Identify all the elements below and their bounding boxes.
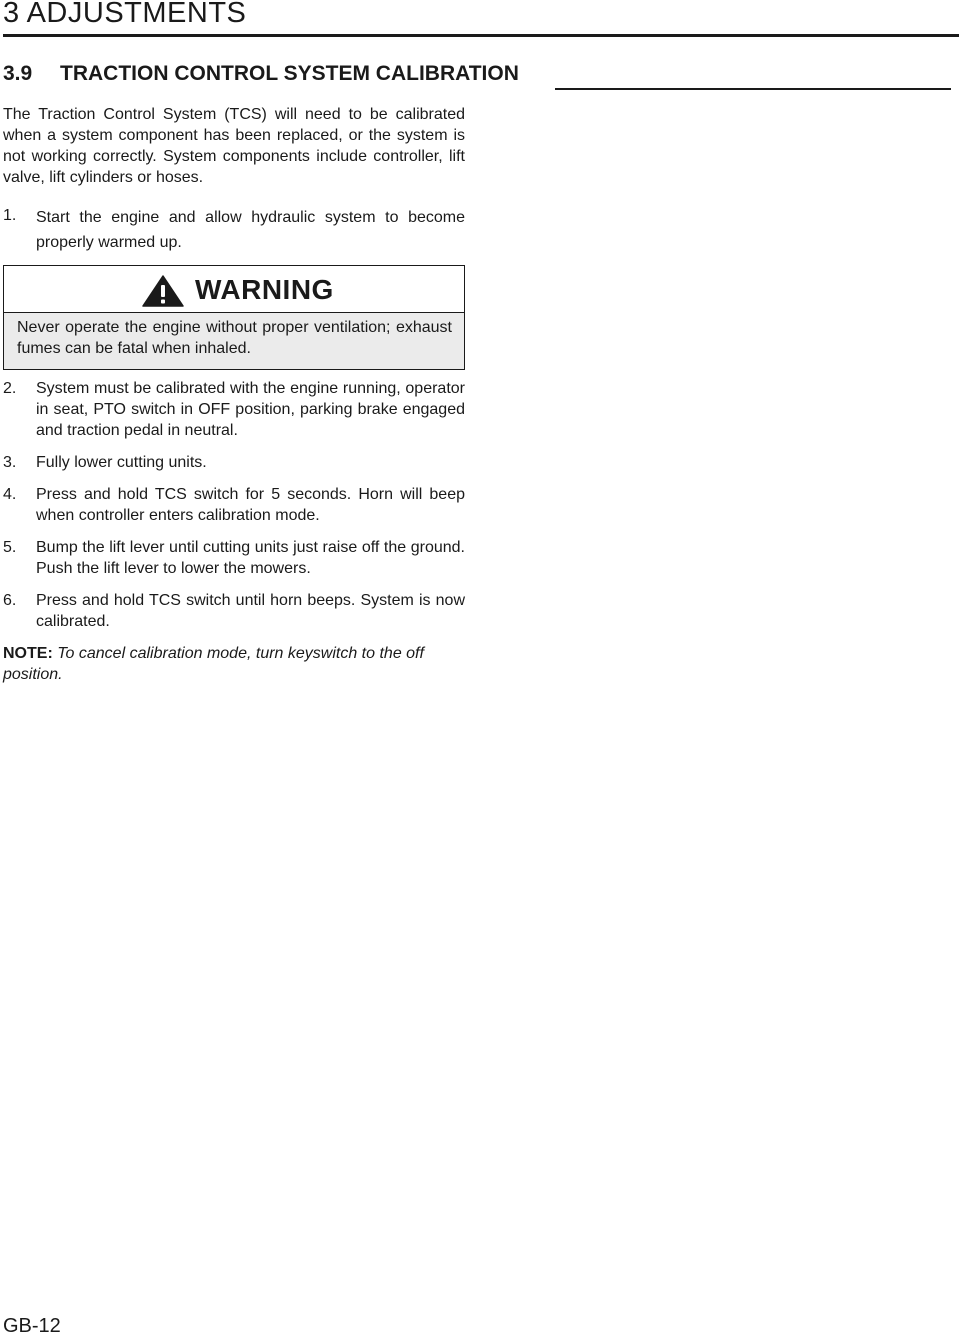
- step-text: Press and hold TCS switch until horn beeps. System is now calibrated.: [36, 592, 465, 630]
- section-number: 3.9: [3, 62, 33, 85]
- chapter-title: 3 ADJUSTMENTS: [3, 0, 247, 29]
- step-number: 5.: [3, 539, 17, 556]
- note-text: To cancel calibration mode, turn keyswitch to the off position.: [3, 645, 424, 683]
- page-number: GB-12: [3, 1315, 61, 1337]
- warning-header: [4, 266, 464, 313]
- step-text: Press and hold TCS switch for 5 seconds. Horn will beep when controller enters calibration mode.: [36, 486, 465, 524]
- step-text: Start the engine and allow hydraulic system to become properly warmed up.: [36, 209, 465, 251]
- section-title: TRACTION CONTROL SYSTEM CALIBRATION: [60, 62, 519, 85]
- section-rule: [555, 88, 951, 90]
- warning-text: Never operate the engine without proper ventilation; exhaust fumes can be fatal when inhaled.: [17, 319, 452, 357]
- warning-triangle-icon: [142, 275, 184, 307]
- note: [3, 643, 468, 685]
- step-text: Bump the lift lever until cutting units just raise off the ground. Push the lift lever to lower the mowers.: [36, 539, 465, 577]
- step-6: [3, 590, 465, 632]
- step-number: 1.: [3, 207, 17, 224]
- step-2: [3, 378, 465, 441]
- step-3: [3, 452, 465, 473]
- step-number: 2.: [3, 380, 17, 397]
- step-text: System must be calibrated with the engine running, operator in seat, PTO switch in OFF position, parking brake engaged and traction pedal in neutral.: [36, 380, 465, 439]
- warning-box: [3, 265, 465, 370]
- step-number: 4.: [3, 486, 17, 503]
- step-4: [3, 484, 465, 526]
- intro-paragraph: The Traction Control System (TCS) will need to be calibrated when a system component has been replaced, or the system is not working correctly. System components include controller, lift valve, lift cylinders or hoses.: [3, 106, 465, 186]
- step-1: [3, 205, 465, 255]
- warning-title: WARNING: [195, 274, 334, 305]
- step-number: 3.: [3, 454, 17, 471]
- step-text: Fully lower cutting units.: [36, 454, 207, 471]
- step-number: 6.: [3, 592, 17, 609]
- chapter-header: [3, 0, 959, 37]
- section-heading: [3, 62, 951, 90]
- note-label: NOTE:: [3, 645, 53, 662]
- step-5: [3, 537, 465, 579]
